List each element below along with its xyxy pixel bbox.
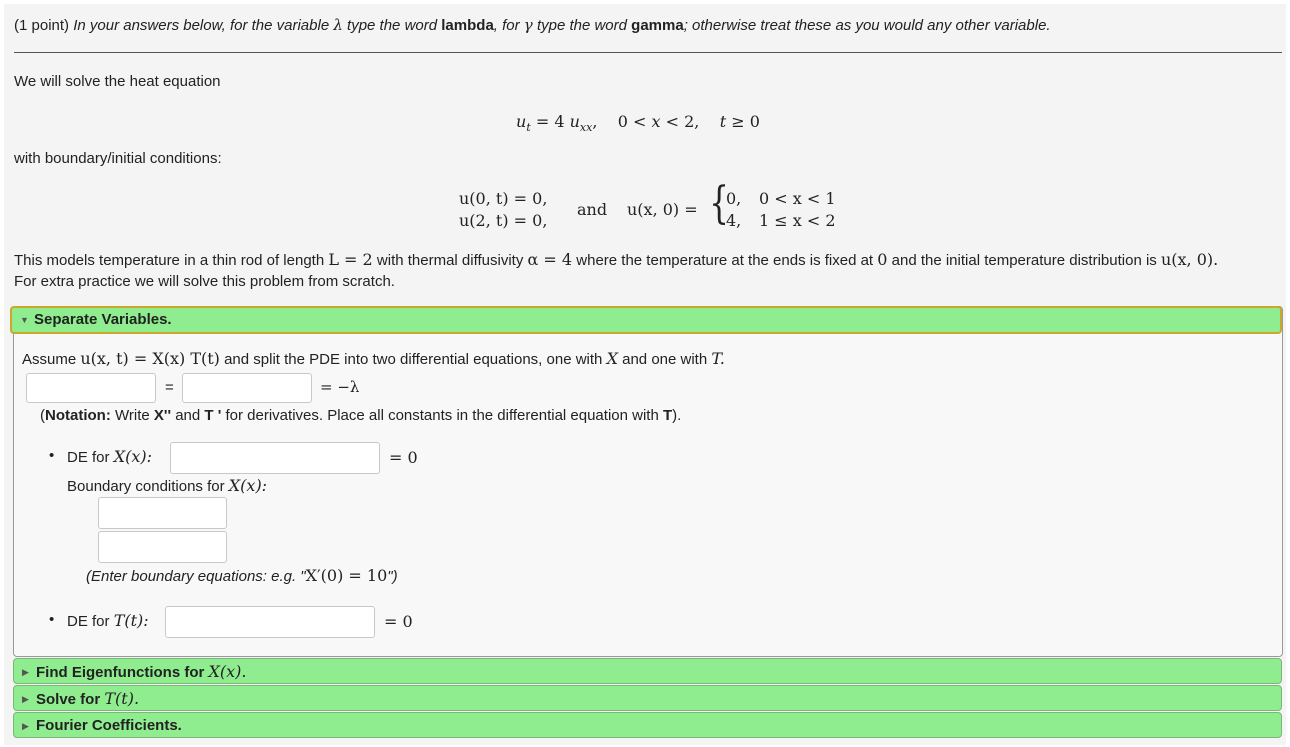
sep-x-input[interactable] (26, 373, 156, 403)
bc-left: u(0, t) = 0, (459, 189, 548, 208)
caret-right-icon: ▶ (22, 721, 29, 731)
notation-text: (Notation: Write X'' and T ' for derivatives. Place all constants in the differential equation with T). (40, 407, 682, 424)
solve-heat-text: We will solve the heat equation (14, 73, 221, 90)
caret-right-icon: ▶ (22, 667, 29, 677)
bc-x-label: Boundary conditions for X(x): (67, 476, 268, 495)
problem-instructions: (1 point) In your answers below, for the variable λ type the word lambda, for γ type the word gamma; otherwise treat these as you would any other variable. (14, 16, 1051, 34)
de-x-equals-zero: = 0 (389, 448, 418, 467)
initial-condition-lhs: u(x, 0) = (627, 200, 698, 219)
section-solve-for-t[interactable]: ▶ Solve for T(t). (13, 685, 1282, 711)
de-t-equals-zero: = 0 (384, 612, 413, 631)
de-t-input[interactable] (165, 606, 375, 638)
bc-x-input-2[interactable] (98, 531, 227, 563)
de-x-label: • DE for X(x): (67, 447, 152, 466)
section-separate-variables[interactable]: ▼ Separate Variables. (10, 306, 1282, 334)
caret-down-icon: ▼ (20, 315, 29, 325)
equals-minus-lambda: = −λ (320, 378, 360, 396)
section-fourier-coefficients[interactable]: ▶ Fourier Coefficients. (13, 712, 1282, 738)
and-text: and (577, 200, 608, 219)
model-description: This models temperature in a thin rod of length L = 2 with thermal diffusivity α = 4 where the temperature at the ends is fixed at 0 and the initial temperature distribution is u(x, 0). For extra practice we will solve this problem from scratch. (14, 250, 1219, 290)
equals-sign: = (165, 379, 174, 396)
bc-hint: (Enter boundary equations: e.g. "X′(0) = 10") (86, 566, 398, 585)
sep-t-input[interactable] (182, 373, 312, 403)
de-t-label: • DE for T(t): (67, 611, 149, 630)
with-bc-text: with boundary/initial conditions: (14, 150, 222, 167)
bc-right: u(2, t) = 0, (459, 211, 548, 230)
section-find-eigenfunctions[interactable]: ▶ Find Eigenfunctions for X(x). (13, 658, 1282, 684)
instructions-divider (14, 52, 1282, 53)
assume-text: Assume u(x, t) = X(x) T(t) and split the PDE into two differential equations, one with X and one with T. (22, 349, 725, 368)
piecewise-brace: { (709, 178, 729, 229)
boundary-conditions (459, 188, 547, 232)
bc-x-input-1[interactable] (98, 497, 227, 529)
de-x-input[interactable] (170, 442, 380, 474)
caret-right-icon: ▶ (22, 694, 29, 704)
heat-equation: $u_t = 4$ $u_{xx}$, 0 < x < 2, t ≥ 0 (516, 112, 760, 135)
piecewise-cases: 0, 0 < x < 1 4, 1 ≤ x < 2 (726, 189, 836, 230)
